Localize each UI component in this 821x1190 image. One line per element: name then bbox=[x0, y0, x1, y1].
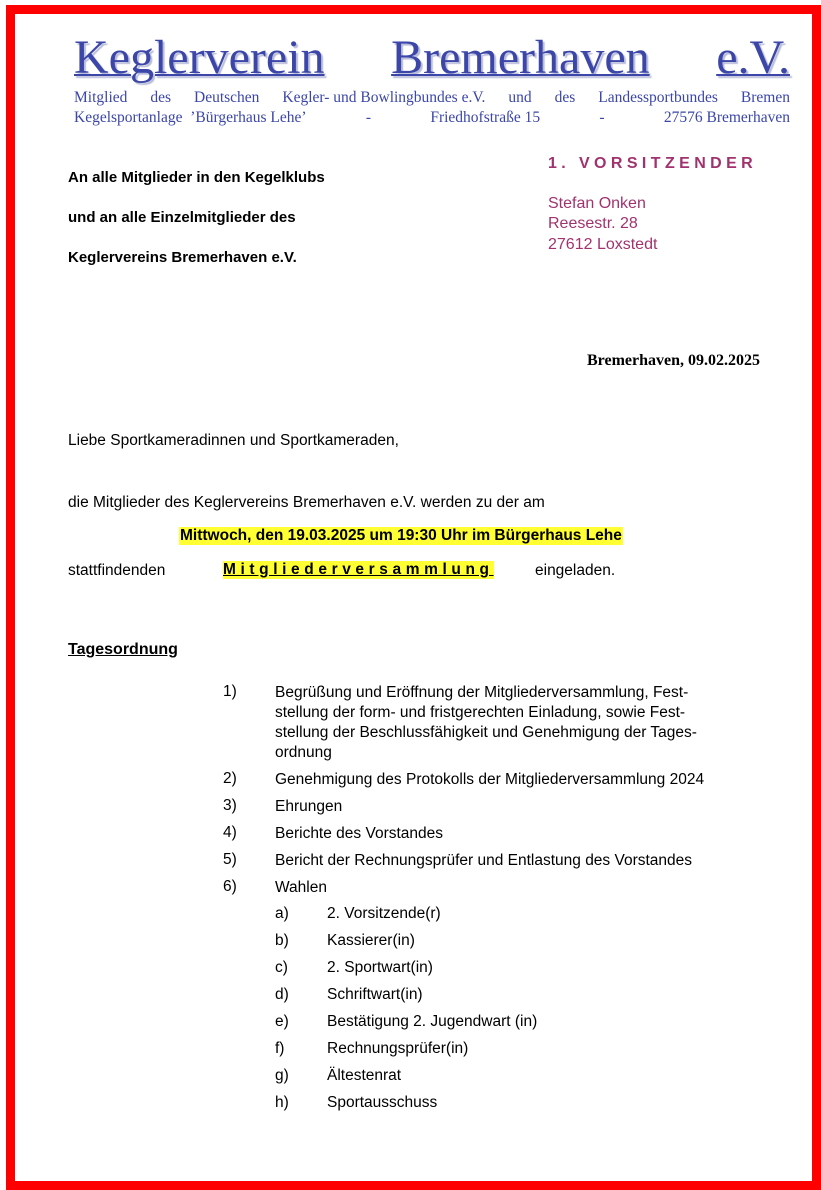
recipient-line-3: Keglervereins Bremerhaven e.V. bbox=[68, 249, 297, 266]
membership-word: des bbox=[150, 89, 172, 106]
invited-text: eingeladen. bbox=[535, 562, 616, 579]
election-letter: d) bbox=[275, 986, 289, 1003]
membership-word: des bbox=[554, 89, 576, 106]
agenda-item-text: Wahlen bbox=[275, 879, 327, 896]
letterhead-title bbox=[74, 28, 790, 88]
letter-date: Bremerhaven, 09.02.2025 bbox=[587, 352, 761, 369]
agenda-item-text: Bericht der Rechnungsprüfer und Entlastung des Vorstandes bbox=[275, 852, 693, 869]
recipient-line-2: und an alle Einzelmitglieder des bbox=[68, 209, 296, 226]
agenda-number: 3) bbox=[223, 797, 237, 814]
agenda-heading: Tagesordnung bbox=[68, 641, 178, 658]
agenda-number: 6) bbox=[223, 878, 237, 895]
agenda-number: 1) bbox=[223, 683, 237, 700]
agenda-item-text: Ehrungen bbox=[275, 798, 343, 815]
agenda-item-text: ordnung bbox=[275, 744, 332, 761]
agenda-item-text: stellung der Beschlussfähigkeit und Genehmigung der Tages- bbox=[275, 724, 697, 741]
election-letter: h) bbox=[275, 1094, 289, 1111]
election-item: 2. Vorsitzende(r) bbox=[327, 905, 441, 922]
chairman-street: Reesestr. 28 bbox=[548, 215, 638, 232]
election-letter: a) bbox=[275, 905, 289, 922]
venue-part: Kegelsportanlage ’Bürgerhaus Lehe’ bbox=[74, 109, 307, 126]
chairman-city: 27612 Loxstedt bbox=[548, 236, 658, 253]
intro-text: die Mitglieder des Keglervereins Bremerhaven e.V. werden zu der am bbox=[68, 494, 545, 511]
venue-part: - bbox=[599, 109, 605, 126]
salutation: Liebe Sportkameradinnen und Sportkameraden, bbox=[68, 432, 399, 449]
membership-word: Bremen bbox=[740, 89, 790, 106]
meeting-date-highlight: Mittwoch, den 19.03.2025 um 19:30 Uhr im Bürgerhaus Lehe bbox=[180, 527, 622, 544]
membership-word: Mitglied bbox=[74, 89, 128, 106]
recipient-line-1: An alle Mitglieder in den Kegelklubs bbox=[68, 169, 325, 186]
venue-part: 27576 Bremerhaven bbox=[663, 109, 790, 126]
election-letter: e) bbox=[275, 1013, 289, 1030]
agenda-number: 2) bbox=[223, 770, 237, 787]
election-letter: g) bbox=[275, 1067, 289, 1084]
election-letter: c) bbox=[275, 959, 288, 976]
agenda-number: 4) bbox=[223, 824, 237, 841]
title-word: Bremerhaven bbox=[391, 31, 650, 84]
title-word: Keglerverein bbox=[74, 31, 325, 84]
membership-line bbox=[74, 89, 790, 107]
election-item: Rechnungsprüfer(in) bbox=[327, 1040, 469, 1057]
election-item: Kassierer(in) bbox=[327, 932, 415, 949]
chairman-title: 1. VORSITZENDER bbox=[548, 155, 758, 172]
election-item: Sportausschuss bbox=[327, 1094, 438, 1111]
venue-line bbox=[74, 109, 790, 127]
membership-word: Kegler- und Bowlingbundes e.V. bbox=[282, 89, 486, 106]
chairman-name: Stefan Onken bbox=[548, 195, 646, 212]
agenda-item-text: Genehmigung des Protokolls der Mitgliederversammlung 2024 bbox=[275, 771, 705, 788]
election-letter: f) bbox=[275, 1040, 285, 1057]
agenda-item-text: Begrüßung und Eröffnung der Mitgliederversammlung, Fest- bbox=[275, 684, 689, 701]
election-item: Bestätigung 2. Jugendwart (in) bbox=[327, 1013, 538, 1030]
meeting-title-highlight: Mitgliederversammlung bbox=[223, 561, 494, 578]
election-item: Schriftwart(in) bbox=[327, 986, 423, 1003]
taking-place-text: stattfindenden bbox=[68, 562, 166, 579]
title-word: e.V. bbox=[716, 31, 790, 84]
election-item: Ältestenrat bbox=[327, 1067, 402, 1084]
membership-word: Landessportbundes bbox=[598, 89, 718, 106]
agenda-number: 5) bbox=[223, 851, 237, 868]
membership-word: Deutschen bbox=[194, 89, 260, 106]
election-item: 2. Sportwart(in) bbox=[327, 959, 433, 976]
agenda-item-text: Berichte des Vorstandes bbox=[275, 825, 444, 842]
membership-word: und bbox=[508, 89, 532, 106]
election-letter: b) bbox=[275, 932, 289, 949]
venue-part: - bbox=[365, 109, 372, 126]
venue-part: Friedhofstraße 15 bbox=[430, 109, 541, 126]
agenda-item-text: stellung der form- und fristgerechten Einladung, sowie Fest- bbox=[275, 704, 686, 721]
